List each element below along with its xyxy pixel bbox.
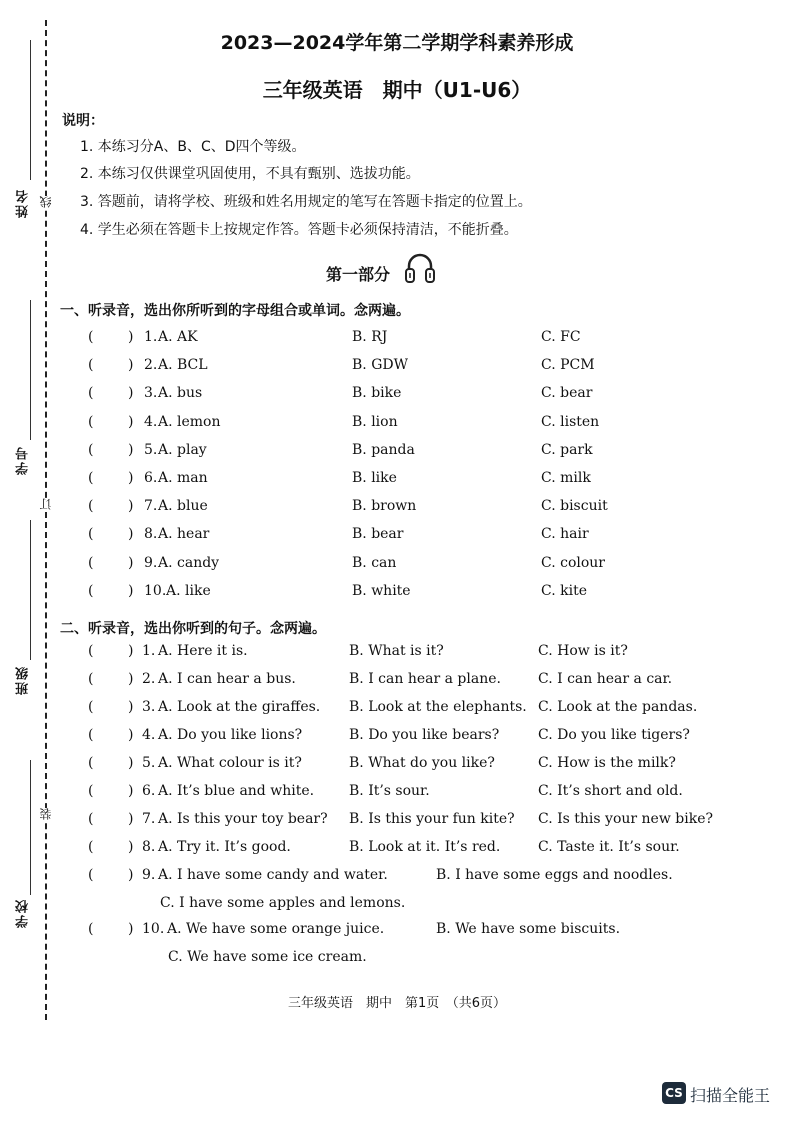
answer-blank-s2-7[interactable]: (	[88, 811, 94, 827]
instruction-item: 2. 本练习仅供课堂巩固使用，不具有甄别、选拔功能。	[80, 166, 420, 182]
answer-blank-s2-8[interactable]: (	[88, 839, 94, 855]
answer-blank-s1-10[interactable]: (	[88, 582, 94, 599]
answer-blank-s1-6[interactable]: (	[88, 470, 94, 486]
instruction-item: 1. 本练习分A、B、C、D四个等级。	[80, 139, 306, 155]
name-underline	[30, 40, 31, 180]
option-c: C. PCM	[541, 357, 595, 374]
part-title: 第一部分	[326, 265, 391, 284]
option-a: A. blue	[158, 498, 208, 515]
answer-blank-s2-10[interactable]: (	[88, 921, 94, 937]
option-b: B. What is it?	[349, 643, 444, 659]
option-a: A. play	[158, 441, 207, 458]
option-a: A. Try it. It’s good.	[158, 839, 291, 855]
option-c: C. Look at the pandas.	[538, 699, 698, 715]
page-footer: 三年级英语 期中 第1页 （共6页）	[287, 996, 507, 1011]
question-number: 9.	[144, 554, 158, 571]
option-b: B. It’s sour.	[349, 783, 430, 799]
option-b: B. Do you like bears?	[349, 727, 500, 743]
student-id-underline	[30, 300, 31, 440]
question-number: 3.	[144, 385, 158, 402]
answer-blank-s2-1[interactable]: (	[88, 643, 94, 659]
instruction-item: 3. 答题前，请将学校、班级和姓名用规定的笔写在答题卡指定的位置上。	[80, 194, 532, 210]
side-mark-cut: 订	[39, 498, 53, 510]
answer-blank-close: )	[128, 811, 134, 827]
instructions-title: 说明：	[62, 113, 104, 129]
option-b: B. GDW	[352, 357, 408, 374]
side-label-student-id: 学号	[16, 445, 31, 475]
answer-blank-s2-4[interactable]: (	[88, 727, 94, 743]
option-c: C. Is this your new bike?	[538, 811, 713, 827]
option-a: A. I can hear a bus.	[158, 671, 296, 687]
answer-blank-close: )	[128, 554, 134, 571]
option-a: A. I have some candy and water.	[158, 867, 388, 883]
option-a: A. BCL	[158, 357, 208, 374]
option-a: A. Is this your toy bear?	[158, 811, 328, 827]
answer-blank-close: )	[128, 470, 134, 486]
answer-blank-s2-9[interactable]: (	[88, 867, 94, 883]
answer-blank-close: )	[128, 385, 134, 402]
answer-blank-close: )	[128, 441, 134, 458]
option-b: B. like	[352, 470, 397, 486]
option-b: B. lion	[352, 413, 398, 430]
option-a: A. bus	[158, 385, 203, 402]
answer-blank-close: )	[128, 413, 134, 430]
answer-blank-s1-1[interactable]: (	[88, 329, 94, 345]
option-c: C. How is the milk?	[538, 755, 676, 771]
option-a: A. Look at the giraffes.	[158, 699, 321, 715]
section2-title: 二、听录音，选出你听到的句子。念两遍。	[60, 621, 326, 637]
answer-blank-close: )	[128, 783, 134, 799]
exam-title-line2: 三年级英语 期中（U1-U6）	[262, 78, 532, 102]
answer-blank-s1-3[interactable]: (	[88, 385, 94, 402]
option-b: B. can	[352, 554, 397, 571]
side-label-name: 姓名	[16, 188, 31, 218]
binding-dashed-line	[45, 20, 47, 1020]
option-c: C. bear	[541, 385, 593, 402]
answer-blank-close: )	[128, 498, 134, 515]
side-mark-bind: 装	[39, 808, 53, 820]
question-number: 4.	[142, 727, 156, 743]
answer-blank-close: )	[128, 671, 134, 687]
question-number: 2.	[142, 671, 156, 687]
question-number: 9.	[142, 867, 156, 883]
answer-blank-close: )	[128, 699, 134, 715]
answer-blank-s2-3[interactable]: (	[88, 699, 94, 715]
option-c: C. We have some ice cream.	[168, 949, 367, 965]
camscanner-logo-icon: CS	[662, 1082, 686, 1104]
option-c: C. hair	[541, 526, 589, 543]
option-a: A. hear	[158, 526, 210, 543]
question-number: 5.	[142, 755, 156, 771]
question-number: 6.	[142, 783, 156, 799]
answer-blank-s2-5[interactable]: (	[88, 755, 94, 771]
answer-blank-s1-8[interactable]: (	[88, 526, 94, 543]
answer-blank-s1-5[interactable]: (	[88, 441, 94, 458]
option-c: C. milk	[541, 470, 591, 486]
section1-title: 一、听录音，选出你所听到的字母组合或单词。念两遍。	[60, 303, 410, 319]
option-b: B. brown	[352, 498, 417, 515]
side-label-school: 学校	[16, 898, 31, 928]
exam-title-line1: 2023—2024学年第二学期学科素养形成	[220, 32, 574, 54]
answer-blank-close: )	[128, 329, 134, 345]
option-a: A. It’s blue and white.	[158, 783, 315, 799]
option-b: B. I have some eggs and noodles.	[436, 867, 673, 883]
answer-blank-close: )	[128, 357, 134, 374]
option-b: B. RJ	[352, 329, 388, 345]
answer-blank-s1-4[interactable]: (	[88, 413, 94, 430]
school-underline	[30, 760, 31, 895]
option-a: A. AK	[158, 329, 198, 345]
answer-blank-s1-2[interactable]: (	[88, 357, 94, 374]
option-a: A. like	[166, 582, 211, 599]
question-number: 7.	[144, 498, 158, 515]
option-c: C. kite	[541, 582, 587, 599]
option-c: C. How is it?	[538, 643, 628, 659]
option-a: A. Here it is.	[158, 643, 248, 659]
question-number: 8.	[144, 526, 158, 543]
option-b: B. Is this your fun kite?	[349, 811, 515, 827]
answer-blank-s1-9[interactable]: (	[88, 554, 94, 571]
question-number: 10.	[142, 921, 165, 937]
option-b: B. I can hear a plane.	[349, 671, 501, 687]
answer-blank-close: )	[128, 867, 134, 883]
answer-blank-close: )	[128, 526, 134, 543]
option-c: C. Taste it. It’s sour.	[538, 839, 680, 855]
option-b: B. white	[352, 582, 411, 599]
option-b: B. What do you like?	[349, 755, 495, 771]
question-number: 4.	[144, 413, 158, 430]
answer-blank-s2-6[interactable]: (	[88, 783, 94, 799]
option-c: C. FC	[541, 329, 581, 345]
option-b: B. Look at it. It’s red.	[349, 839, 501, 855]
option-a: A. We have some orange juice.	[167, 921, 385, 937]
question-number: 5.	[144, 441, 158, 458]
option-c: C. Do you like tigers?	[538, 727, 690, 743]
option-a: A. What colour is it?	[158, 755, 302, 771]
option-b: B. bike	[352, 385, 402, 402]
option-c: C. It’s short and old.	[538, 783, 683, 799]
option-c: C. listen	[541, 413, 600, 430]
question-number: 10.	[144, 582, 167, 599]
option-b: B. bear	[352, 526, 404, 543]
answer-blank-close: )	[128, 643, 134, 659]
answer-blank-close: )	[128, 582, 134, 599]
class-underline	[30, 520, 31, 660]
question-number: 3.	[142, 699, 156, 715]
answer-blank-close: )	[128, 921, 134, 937]
answer-blank-s1-7[interactable]: (	[88, 498, 94, 515]
side-mark-line: 线	[39, 196, 53, 208]
option-a: A. candy	[158, 554, 220, 571]
answer-blank-close: )	[128, 755, 134, 771]
question-number: 6.	[144, 470, 158, 486]
question-number: 7.	[142, 811, 156, 827]
answer-blank-s2-2[interactable]: (	[88, 671, 94, 687]
headphone-icon	[404, 250, 436, 286]
option-a: A. Do you like lions?	[158, 727, 303, 743]
option-c: C. I have some apples and lemons.	[160, 895, 406, 911]
camscanner-watermark-text: 扫描全能王	[690, 1086, 771, 1105]
answer-blank-close: )	[128, 727, 134, 743]
instruction-item: 4. 学生必须在答题卡上按规定作答。答题卡必须保持清洁，不能折叠。	[80, 222, 518, 238]
side-label-class: 班级	[16, 665, 31, 695]
option-c: C. park	[541, 441, 593, 458]
option-c: C. biscuit	[541, 498, 608, 515]
option-c: C. I can hear a car.	[538, 671, 673, 687]
option-a: A. man	[158, 470, 208, 486]
question-number: 1.	[144, 329, 158, 345]
option-b: B. Look at the elephants.	[349, 699, 527, 715]
question-number: 8.	[142, 839, 156, 855]
question-number: 2.	[144, 357, 158, 374]
question-number: 1.	[142, 643, 156, 659]
option-b: B. We have some biscuits.	[436, 921, 621, 937]
option-b: B. panda	[352, 441, 415, 458]
option-c: C. colour	[541, 554, 605, 571]
option-a: A. lemon	[158, 413, 221, 430]
answer-blank-close: )	[128, 839, 134, 855]
